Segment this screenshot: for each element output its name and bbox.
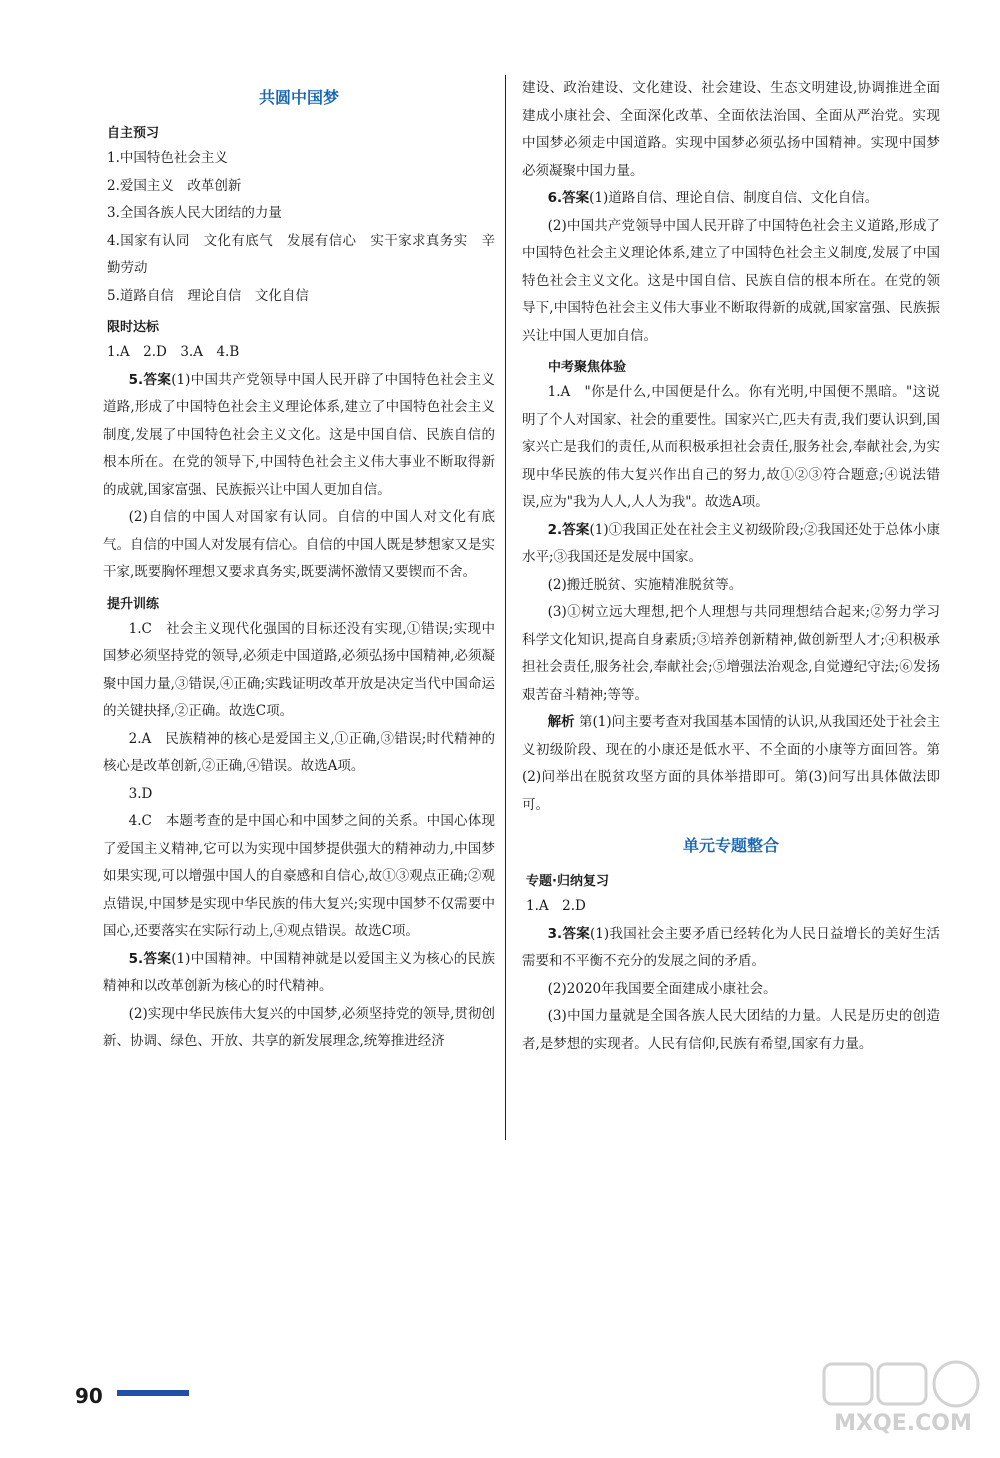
answer-paragraph: 1.A "你是什么,中国便是什么。你有光明,中国便不黑暗。"这说明了个人对国家、社会的重要性。国家兴亡,匹夫有责,我们要认识到,国家兴亡是我们的责任,从而积极承担社会责任,服务社会,奉献社会,为实现中华民族的伟大复兴作出自己的努力,故①②③符合题意;④说法错误,应为"我为人人,人人为我"。故选A项。 xyxy=(522,384,940,510)
subsection-heading: 专题·归纳复习 xyxy=(526,874,609,889)
answer-line: 1.A 2.D xyxy=(526,898,586,914)
answer-paragraph xyxy=(522,709,940,819)
page-number-bar xyxy=(117,1390,189,1396)
answer-paragraph xyxy=(103,367,495,505)
answer-line: 5.道路自信 理论自信 文化自信 xyxy=(107,287,309,304)
answer-paragraph xyxy=(522,921,940,976)
answer-line: 1.中国特色社会主义 xyxy=(107,150,228,166)
answer-text: (1)中国精神。中国精神就是以爱国主义为核心的民族精神和以改革创新为核心的时代精神。 xyxy=(103,950,495,994)
analysis-label: 解析 xyxy=(547,714,575,730)
answer-text: (1)我国社会主要矛盾已经转化为人民日益增长的美好生活需要和不平衡不充分的发展之间的矛盾。 xyxy=(522,925,941,969)
subsection-heading: 限时达标 xyxy=(107,320,160,335)
answer-paragraph: 2.A 民族精神的核心是爱国主义,①正确,③错误;时代精神的核心是改革创新,②正确,④错误。故选A项。 xyxy=(103,730,495,774)
answer-paragraph: (2)实现中华民族伟大复兴的中国梦,必须坚持党的领导,贯彻创新、协调、绿色、开放、共享的新发展理念,统筹推进经济 xyxy=(103,1005,495,1049)
subsection-heading: 提升训练 xyxy=(107,596,160,612)
answer-paragraph: (3)中国力量就是全国各族人民大团结的力量。人民是历史的创造者,是梦想的实现者。人民有信仰,民族有希望,国家有力量。 xyxy=(522,1008,940,1052)
answer-label: 6.答案 xyxy=(547,190,590,206)
page-number: 90 xyxy=(75,1384,103,1408)
answer-paragraph: 3.D xyxy=(128,785,153,802)
answer-paragraph: 4.C 本题考查的是中国心和中国梦之间的关系。中国心体现了爱国主义精神,它可以为实现中国梦提供强大的精神动力,中国梦如果实现,可以增强中国人的自豪感和自信心,故①③观点正确;②观点错误,中国梦是实现中华民族的伟大复兴;实现中国梦不仅需要中国心,还要落实在实际行动上,④观点错误。故选C项。 xyxy=(103,813,495,939)
answer-paragraph: 建设、政治建设、文化建设、社会建设、生态文明建设,协调推进全面建成小康社会、全面深化改革、全面依法治国、全面从严治党。实现中国梦必须走中国道路。实现中国梦必须弘扬中国精神。实现中国梦必须凝聚中国力量。 xyxy=(522,80,940,179)
analysis-text: 第(1)问主要考查对我国基本国情的认识,从我国还处于社会主义初级阶段、现在的小康还是低水平、不全面的小康等方面回答。第(2)问举出在脱贫攻坚方面的具体举措即可。第(3)问写出具体做法即可。 xyxy=(522,714,940,813)
answer-label: 5.答案 xyxy=(128,950,172,967)
answer-paragraph xyxy=(103,946,495,1001)
answer-paragraph: (3)①树立远大理想,把个人理想与共同理想结合起来;②努力学习科学文化知识,提高自身素质;③培养创新精神,做创新型人才;④积极承担社会责任,服务社会,奉献社会;⑤增强法治观念,自觉遵纪守法;⑥发扬艰苦奋斗精神;等等。 xyxy=(522,604,940,703)
answer-paragraph xyxy=(522,185,940,213)
left-column xyxy=(103,75,495,1056)
section-title: 共圆中国梦 xyxy=(258,88,339,107)
answer-text: (1)①我国正处在社会主义初级阶段;②我国还处于总体小康水平;③我国还是发展中国家。 xyxy=(522,521,941,565)
answer-line: 1.A 2.D 3.A 4.B xyxy=(107,344,240,360)
subsection-heading: 自主预习 xyxy=(107,126,160,141)
answer-line: 4.国家有认同 文化有底气 发展有信心 实干家求真务实 辛勤劳动 xyxy=(107,232,495,276)
column-divider xyxy=(505,75,506,1140)
answer-paragraph: 1.C 社会主义现代化强国的目标还没有实现,①错误;实现中国梦必须坚持党的领导,必须走中国道路,必须弘扬中国精神,必须凝聚中国力量,③错误,④正确;实践证明改革开放是决定当代中国命运的关键抉择,②正确。故选C项。 xyxy=(103,620,495,719)
answer-paragraph xyxy=(522,517,940,572)
watermark-logo xyxy=(818,1360,988,1440)
answer-line: 2.爱国主义 改革创新 xyxy=(107,177,242,194)
answer-label: 5.答案 xyxy=(128,371,172,388)
right-column xyxy=(522,75,940,1058)
answer-line: 3.全国各族人民大团结的力量 xyxy=(107,205,282,221)
answer-paragraph: (2)2020年我国要全面建成小康社会。 xyxy=(547,980,777,997)
answer-text: (1)道路自信、理论自信、制度自信、文化自信。 xyxy=(589,190,879,206)
answer-text: (1)中国共产党领导中国人民开辟了中国特色社会主义道路,形成了中国特色社会主义理论体系,建立了中国特色社会主义制度,发展了中国特色社会主义文化。这是中国自信、民族自信的根本所在。在党的领导下,中国特色社会主义伟大事业不断取得新的成就,国家富强、民族振兴让中国人更加自信。 xyxy=(103,371,495,498)
answer-paragraph: (2)搬迁脱贫、实施精准脱贫等。 xyxy=(547,576,743,593)
answer-paragraph: (2)自信的中国人对国家有认同。自信的中国人对文化有底气。自信的中国人对发展有信心。自信的中国人既是梦想家又是实干家,既要胸怀理想又要求真务实,既要满怀激情又要锲而不舍。 xyxy=(103,509,495,580)
answer-paragraph: (2)中国共产党领导中国人民开辟了中国特色社会主义道路,形成了中国特色社会主义理论体系,建立了中国特色社会主义制度,发展了中国特色社会主义文化。这是中国自信、民族自信的根本所在。在党的领导下,中国特色社会主义伟大事业不断取得新的成就,国家富强、民族振兴让中国人更加自信。 xyxy=(522,217,940,344)
answer-label: 3.答案 xyxy=(547,925,591,942)
section-title: 单元专题整合 xyxy=(682,836,779,855)
subsection-heading: 中考聚焦体验 xyxy=(548,360,627,375)
svg-text:MXQE.COM: MXQE.COM xyxy=(834,1411,972,1436)
answer-label: 2.答案 xyxy=(547,521,590,538)
